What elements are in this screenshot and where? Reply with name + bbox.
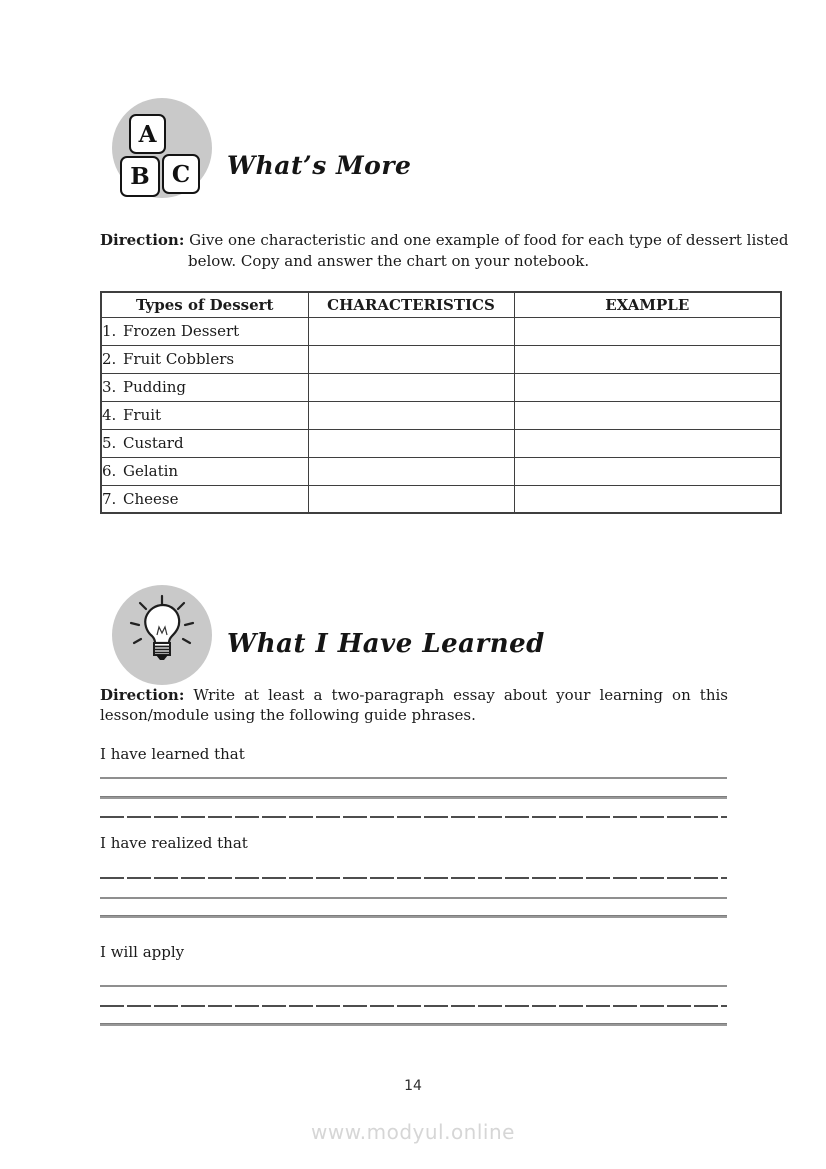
answer-line xyxy=(100,796,727,799)
table-header-types-of-dessert: Types of Dessert xyxy=(101,292,308,317)
prompt-i-will-apply: I will apply xyxy=(100,943,185,961)
direction-text: Give one characteristic and one example of food for each type of dessert listed below. Copy and answer the chart on your notebook. xyxy=(188,231,789,270)
characteristics-cell-empty xyxy=(308,485,514,513)
characteristics-cell-empty xyxy=(308,317,514,345)
table-row xyxy=(101,401,781,429)
characteristics-cell-empty xyxy=(308,457,514,485)
example-cell-empty xyxy=(514,345,781,373)
example-cell-empty xyxy=(514,373,781,401)
row-number: 7. xyxy=(102,489,117,508)
characteristics-cell-empty xyxy=(308,401,514,429)
dessert-type: Pudding xyxy=(123,378,187,396)
answer-line xyxy=(100,985,727,987)
lightbulb-drawing xyxy=(112,585,212,685)
dessert-type: Cheese xyxy=(123,489,179,508)
abc-blocks-icon xyxy=(112,98,212,198)
characteristics-cell-empty xyxy=(308,429,514,457)
answer-line xyxy=(100,1005,727,1007)
example-cell-empty xyxy=(514,457,781,485)
answer-line xyxy=(100,897,727,899)
block-letter: B xyxy=(130,163,150,190)
answer-line xyxy=(100,777,727,779)
table-header-example: EXAMPLE xyxy=(514,292,781,317)
dessert-type: Gelatin xyxy=(123,462,179,480)
row-number: 6. xyxy=(102,462,117,480)
answer-line xyxy=(100,877,727,879)
answer-line xyxy=(100,816,727,818)
table-row xyxy=(101,373,781,401)
example-cell-empty xyxy=(514,429,781,457)
direction-label: Direction: xyxy=(100,231,185,249)
characteristics-cell-empty xyxy=(308,373,514,401)
row-number: 4. xyxy=(102,406,117,424)
lightbulb-icon xyxy=(112,585,212,685)
row-number: 5. xyxy=(102,434,117,452)
row-number: 1. xyxy=(102,322,117,340)
block-letter: C xyxy=(171,160,191,188)
answer-line xyxy=(100,1023,727,1026)
direction-label: Direction: xyxy=(100,686,185,704)
direction-text: Write at least a two-paragraph essay about your learning on this lesson/module using the following guide phrases. xyxy=(100,686,728,724)
dessert-type: Custard xyxy=(123,434,184,452)
table-row xyxy=(101,317,781,345)
watermark: www.modyul.online xyxy=(311,1120,515,1144)
section-title-what-i-have-learned: What I Have Learned xyxy=(227,629,545,660)
example-cell-empty xyxy=(514,485,781,513)
abc-block-b xyxy=(120,156,160,197)
direction-whats-more xyxy=(100,230,818,272)
prompt-i-have-realized: I have realized that xyxy=(100,834,248,852)
abc-block-a xyxy=(129,114,166,154)
table-row xyxy=(101,485,781,513)
section-title-whats-more: What’s More xyxy=(227,150,412,180)
table-row xyxy=(101,429,781,457)
table-row xyxy=(101,457,781,485)
row-number: 2. xyxy=(102,350,117,368)
block-letter: A xyxy=(138,120,157,148)
dessert-type: Fruit xyxy=(123,406,162,424)
characteristics-cell-empty xyxy=(308,345,514,373)
abc-block-c xyxy=(162,154,200,194)
example-cell-empty xyxy=(514,401,781,429)
answer-line xyxy=(100,915,727,918)
table-header-row xyxy=(101,292,781,317)
direction-what-i-have-learned xyxy=(100,685,728,725)
dessert-type: Fruit Cobblers xyxy=(123,350,235,368)
table-row xyxy=(101,345,781,373)
page-number: 14 xyxy=(404,1078,422,1094)
row-number: 3. xyxy=(102,378,117,396)
example-cell-empty xyxy=(514,317,781,345)
dessert-type: Frozen Dessert xyxy=(123,322,240,340)
table-header-characteristics: CHARACTERISTICS xyxy=(308,292,514,317)
dessert-table xyxy=(100,291,782,514)
prompt-i-have-learned: I have learned that xyxy=(100,745,245,763)
